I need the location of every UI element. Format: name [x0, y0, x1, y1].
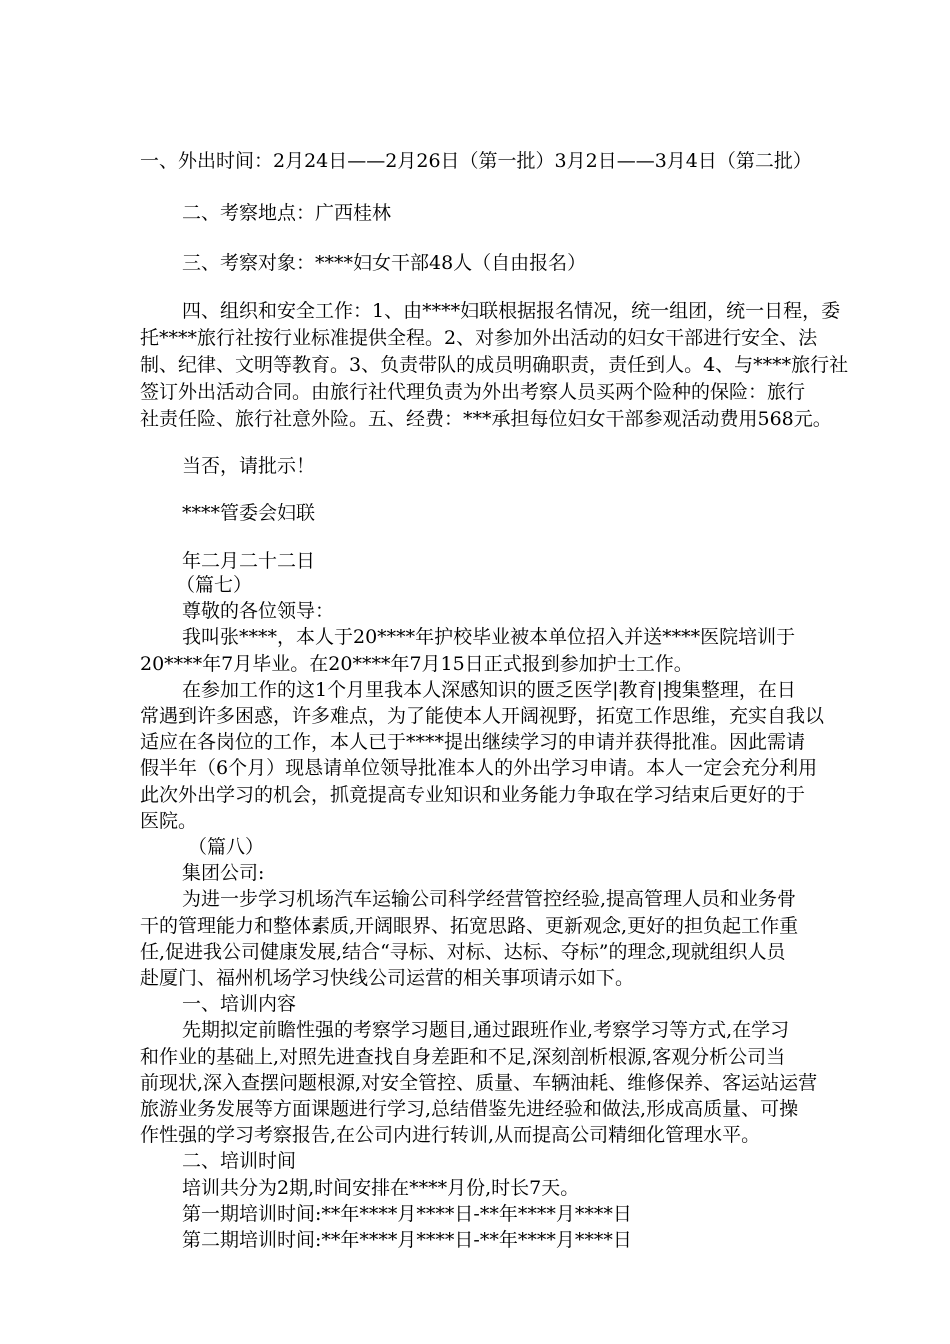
signature-date: 年二月二十二日: [182, 550, 316, 572]
paragraph-line: 前现状,深入查摆问题根源,对安全管控、质量、车辆油耗、维修保养、客运站运营: [140, 1071, 818, 1094]
paragraph-line: 作性强的学习考察报告,在公司内进行转训,从而提高公司精细化管理水平。: [140, 1124, 761, 1147]
section-eight-title: （篇八）: [188, 836, 265, 859]
paragraph-line: 和作业的基础上,对照先进查找自身差距和不足,深刻剖析根源,客观分析公司当: [140, 1045, 786, 1068]
paragraph-line: 为进一步学习机场汽车运输公司科学经营管控经验,提高管理人员和业务骨: [182, 888, 797, 911]
training-periods-line: 培训共分为2期,时间安排在****月份,时长7天。: [182, 1176, 580, 1199]
paragraph-line: 签订外出活动合同。由旅行社代理负责为外出考察人员买两个险种的保险：旅行: [140, 381, 806, 403]
paragraph-line: 干的管理能力和整体素质,开阔眼界、拓宽思路、更新观念,更好的担负起工作重: [140, 914, 799, 937]
first-period-line: 第一期培训时间:**年****月****日-**年****月****日: [182, 1202, 632, 1225]
inspection-location-line: 二、考察地点：广西桂林: [182, 202, 392, 224]
paragraph-line: 四、组织和安全工作：1、由****妇联根据报名情况，统一组团，统一日程，委: [182, 300, 841, 322]
paragraph-line: 假半年（6个月）现恳请单位领导批准本人的外出学习申请。本人一定会充分利用: [140, 757, 818, 780]
sections-seven-eight: [140, 572, 824, 1253]
second-period-line: 第二期培训时间:**年****月****日-**年****月****日: [182, 1229, 632, 1252]
paragraph-line: 在参加工作的这1个月里我本人深感知识的匮乏医学|教育|搜集整理，在日: [182, 678, 796, 701]
section-heading-training-time: 二、培训时间: [182, 1150, 297, 1173]
paragraph-line: 此次外出学习的机会，抓竟提高专业知识和业务能力争取在学习结束后更好的于: [140, 783, 806, 806]
paragraph-line: 适应在各岗位的工作，本人已于****提出继续学习的申请并获得批准。因此需请: [140, 731, 806, 754]
approval-request-line: 当否，请批示！: [182, 455, 316, 477]
organization-safety-paragraph: [140, 298, 849, 433]
paragraph-line: 社责任险、旅行社意外险。五、经费：***承担每位妇女干部参观活动费用568元。: [140, 408, 832, 430]
paragraph-line: 制、纪律、文明等教育。3、负责带队的成员明确职责，责任到人。4、与****旅行社: [140, 354, 849, 376]
paragraph-line: 医院。: [140, 809, 198, 832]
paragraph-line: 先期拟定前瞻性强的考察学习题目,通过跟班作业,考察学习等方式,在学习: [182, 1019, 790, 1042]
paragraph-line: 任,促进我公司健康发展,结合“寻标、对标、达标、夺标”的理念,现就组织人员: [140, 940, 786, 963]
outing-time-line: 一、外出时间：2月24日——2月26日（第一批）3月2日——3月4日（第二批）: [140, 150, 812, 172]
paragraph-line: 赴厦门、福州机场学习快线公司运营的相关事项请示如下。: [140, 967, 635, 990]
section-seven-greeting: 尊敬的各位领导：: [182, 600, 335, 623]
paragraph-line: 常遇到许多困惑，许多难点，为了能使本人开阔视野，拓宽工作思维，充实自我以: [140, 705, 825, 728]
paragraph-line: 旅游业务发展等方面课题进行学习,总结借鉴先进经验和做法,形成高质量、可操: [140, 1098, 799, 1121]
section-heading-training-content: 一、培训内容: [182, 993, 297, 1016]
signature-organization: ****管委会妇联: [182, 502, 316, 524]
section-eight-greeting: 集团公司:: [182, 862, 265, 885]
paragraph-line: 20****年7月毕业。在20****年7月15日正式报到参加护士工作。: [140, 652, 693, 675]
paragraph-line: 我叫张****，本人于20****年护校毕业被本单位招入并送****医院培训于: [182, 626, 796, 649]
inspection-target-line: 三、考察对象：****妇女干部48人（自由报名）: [182, 252, 587, 274]
section-seven-title: （篇七）: [176, 574, 253, 596]
paragraph-line: 托****旅行社按行业标准提供全程。2、对参加外出活动的妇女干部进行安全、法: [140, 327, 818, 349]
